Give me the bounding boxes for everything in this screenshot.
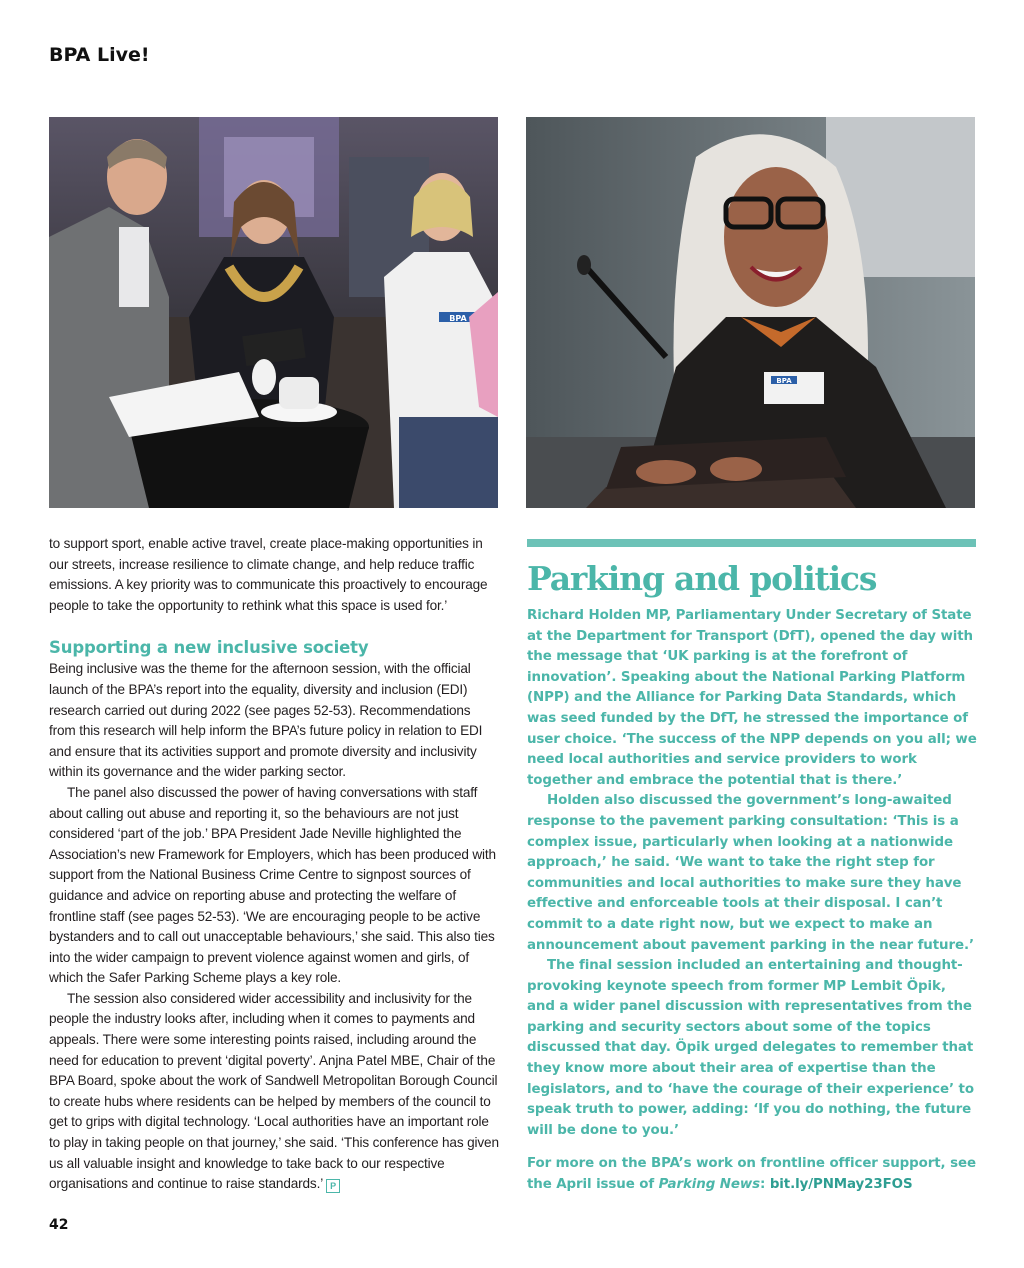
- badge-text: BPA: [776, 377, 792, 385]
- intro-paragraph: to support sport, enable active travel, create place-making opportunities in our streets, increase resilience to climate change, and help reduce traffic emissions. A key priority was to communicate this proactively to encourage people to take the opportunity to rethink what this space is used for.’: [49, 536, 488, 613]
- further-reading-text: For more on the BPA’s work on frontline officer support, see the April issue of: [527, 1156, 976, 1192]
- page-number: 42: [49, 1217, 69, 1233]
- conference-photo-speaker: [526, 117, 975, 508]
- conference-photo-attendees: [49, 117, 498, 508]
- end-of-article-icon: P: [326, 1179, 340, 1193]
- badge-text: BPA: [449, 314, 467, 323]
- teal-divider: [527, 539, 976, 547]
- further-reading-link[interactable]: bit.ly/PNMay23FOS: [769, 1176, 913, 1192]
- speaker-illustration: [526, 117, 975, 508]
- right-column-article: [527, 539, 977, 1192]
- further-reading-colon: :: [759, 1176, 770, 1192]
- attendees-illustration: [49, 117, 498, 508]
- publication-name: Parking News: [658, 1176, 760, 1192]
- politics-paragraph-2: Holden also discussed the government’s long-awaited response to the pavement parking consultation: ‘This is a complex issue, particularly when looking at a nationwide approach,’ he said. ‘We want to take the right step for communities and local authorities to make sure they have effective and enforceable tools at their disposal. I can’t commit to a date right now, but we expect to make an announcement about pavement parking in the near future.’: [527, 793, 974, 953]
- article-body: [527, 606, 977, 1141]
- left-column-article: [49, 534, 499, 1195]
- politics-paragraph-3: The final session included an entertaining and thought-provoking keynote speech from former MP Lembit Öpik, and a wider panel discussion with representatives from the parking and security sectors about some of the topics discussed that day. Öpik urged delegates to remember that they know more about their area of expertise than the legislators, and to ‘have the courage of their experience’ to speak truth to power, adding: ‘If you do nothing, the future will be done to you.’: [527, 958, 974, 1138]
- inclusive-paragraph-3-text: The session also considered wider accessibility and inclusivity for the people the industry looks after, including when it comes to payments and appeals. There were some interesting points raised, including around the need for education to prevent ‘digital poverty’. Anjna Patel MBE, Chair of the BPA Board, spoke about the work of Sandwell Metropolitan Borough Council to create hubs where residents can be helped by members of the council to get to grips with digital technology. ‘Local authorities have an important role to play in taking people on that journey,’ she said. ‘This conference has given us all valuable insight and knowledge to take back to our respective organisations and continue to raise standards.’: [49, 990, 499, 1192]
- section-heading: Supporting a new inclusive society: [49, 638, 369, 658]
- article-title: Parking and politics: [527, 559, 877, 598]
- politics-paragraph-1: Richard Holden MP, Parliamentary Under Secretary of State at the Department for Transport (DfT), opened the day with the message that ‘UK parking is at the forefront of innovation’. Speaking about the National Parking Platform (NPP) and the Alliance for Parking Data Standards, which was seed funded by the DfT, he stressed the importance of user choice. ‘The success of the NPP depends on you all; we need local authorities and service providers to work together and embrace the potential that is there.’: [527, 608, 977, 788]
- section-header: BPA Live!: [49, 44, 150, 66]
- inclusive-paragraph-1: Being inclusive was the theme for the afternoon session, with the official launch of the BPA’s report into the equality, diversity and inclusion (EDI) research carried out during 2022 (see pages 52-53). Recommendations from this research will help inform the BPA’s future policy in relation to EDI and ensure that its activities support and promote diversity and inclusivity within its governance and the wider parking sector.: [49, 661, 483, 780]
- inclusive-paragraph-3: [49, 989, 499, 1195]
- inclusive-paragraph-2: The panel also discussed the power of having conversations with staff about calling out abuse and reporting it, so the behaviours are not just considered ‘part of the job.’ BPA President Jade Neville highlighted the Association’s new Framework for Employers, which has been produced with support from the National Business Crime Centre to signpost sources of guidance and advice on reporting abuse and protecting the welfare of frontline staff (see pages 52-53). ‘We are encouraging people to be active bystanders and to call out unacceptable behaviours,’ she said. This also ties into the wider campaign to prevent violence against women and girls, of which the Safer Parking Scheme plays a key role.: [49, 784, 496, 986]
- further-reading: [527, 1154, 977, 1195]
